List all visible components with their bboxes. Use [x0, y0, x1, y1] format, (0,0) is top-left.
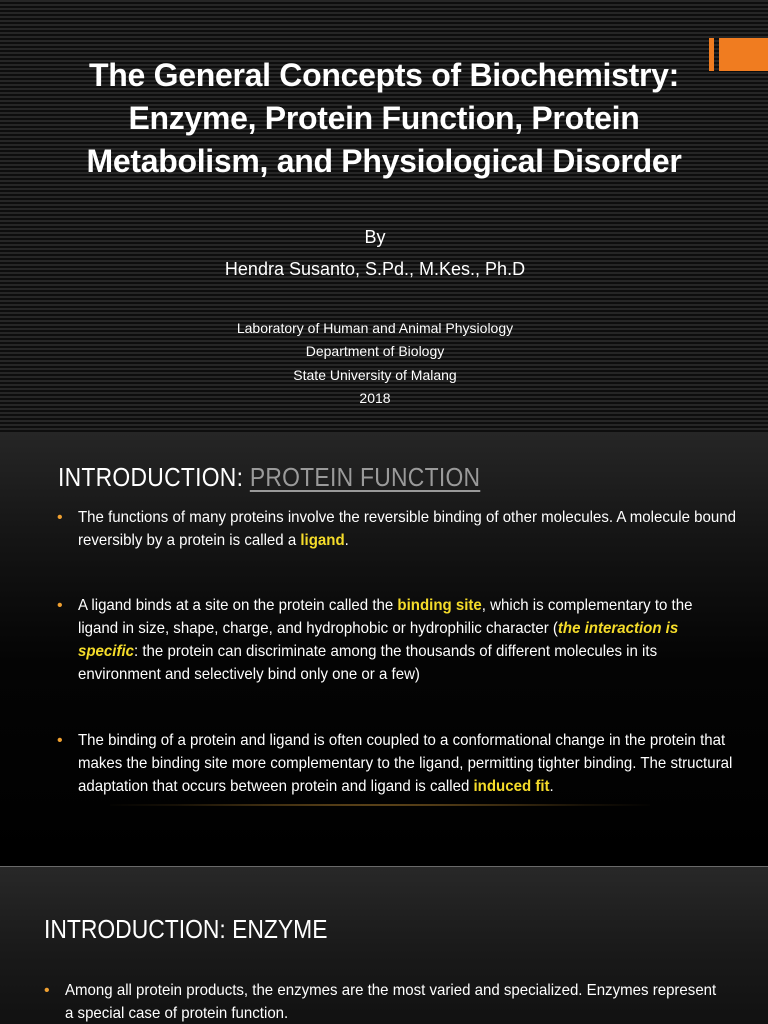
enzyme-slide — [0, 867, 768, 1024]
bullet-item — [44, 979, 724, 1024]
bullet-item — [57, 729, 733, 798]
term-induced-fit: induced fit — [473, 778, 550, 795]
bullet-dot: • — [57, 597, 63, 614]
institution-department: Department of Biology — [305, 343, 445, 359]
author-name: Hendra Susanto, S.Pd., M.Kes., Ph.D — [224, 259, 526, 279]
bullet-item — [57, 594, 717, 686]
heading-link[interactable]: PROTEIN FUNCTION — [249, 462, 481, 492]
institution-university: State University of Malang — [293, 367, 457, 383]
bullet-text — [78, 594, 736, 686]
title-line: Metabolism, and Physiological Disorder — [86, 143, 682, 179]
bullet-text-part: : the protein can discriminate among the thousands of different molecules in its environment and selectively bind only one or a few) — [78, 643, 658, 683]
protein-function-slide — [0, 432, 768, 866]
bullet-text — [78, 729, 736, 798]
bullet-text-part: . — [549, 778, 554, 795]
slide-title — [20, 54, 748, 183]
bullet-text-part: The binding of a protein and ligand is often coupled to a conformational change in the protein that makes the binding site more complementary to the ligand, permitting tighter binding. The structural adaptation that occurs between protein and ligand is called — [78, 732, 733, 795]
bullet-text-part: The functions of many proteins involve the reversible binding of other molecules. A molecule bound reversibly by a protein is called a — [78, 509, 736, 549]
term-ligand: ligand — [300, 532, 345, 549]
term-binding-site: binding site — [397, 597, 482, 614]
bullet-text-part: , which is complementary to the ligand in size, shape, charge, and hydrophobic or hydrophilic character ( — [78, 597, 693, 637]
title-line: Enzyme, Protein Function, Protein — [128, 100, 640, 136]
bullet-text-part: A ligand binds at a site on the protein called the — [78, 597, 398, 614]
title-line: The General Concepts of Biochemistry: — [89, 57, 679, 93]
heading-prefix: INTRODUCTION: — [58, 462, 250, 492]
bullet-text-part: . — [344, 532, 349, 549]
institution-year: 2018 — [359, 390, 391, 406]
bullet-dot: • — [57, 732, 63, 749]
bullet-text: Among all protein products, the enzymes are the most varied and specialized. Enzymes represent a special case of protein function. — [65, 982, 717, 1022]
bullet-text — [78, 506, 736, 552]
by-label: By — [364, 227, 386, 247]
slide-heading — [58, 462, 480, 493]
title-slide — [0, 0, 768, 432]
decorative-glow-line — [110, 804, 650, 806]
bullet-dot: • — [44, 982, 50, 999]
slide-heading: INTRODUCTION: ENZYME — [44, 914, 328, 944]
bullet-dot: • — [57, 509, 63, 526]
bullet-item — [57, 506, 736, 552]
term-interaction-specific: the interaction is specific — [78, 620, 679, 660]
institution-lab: Laboratory of Human and Animal Physiology — [236, 320, 514, 336]
